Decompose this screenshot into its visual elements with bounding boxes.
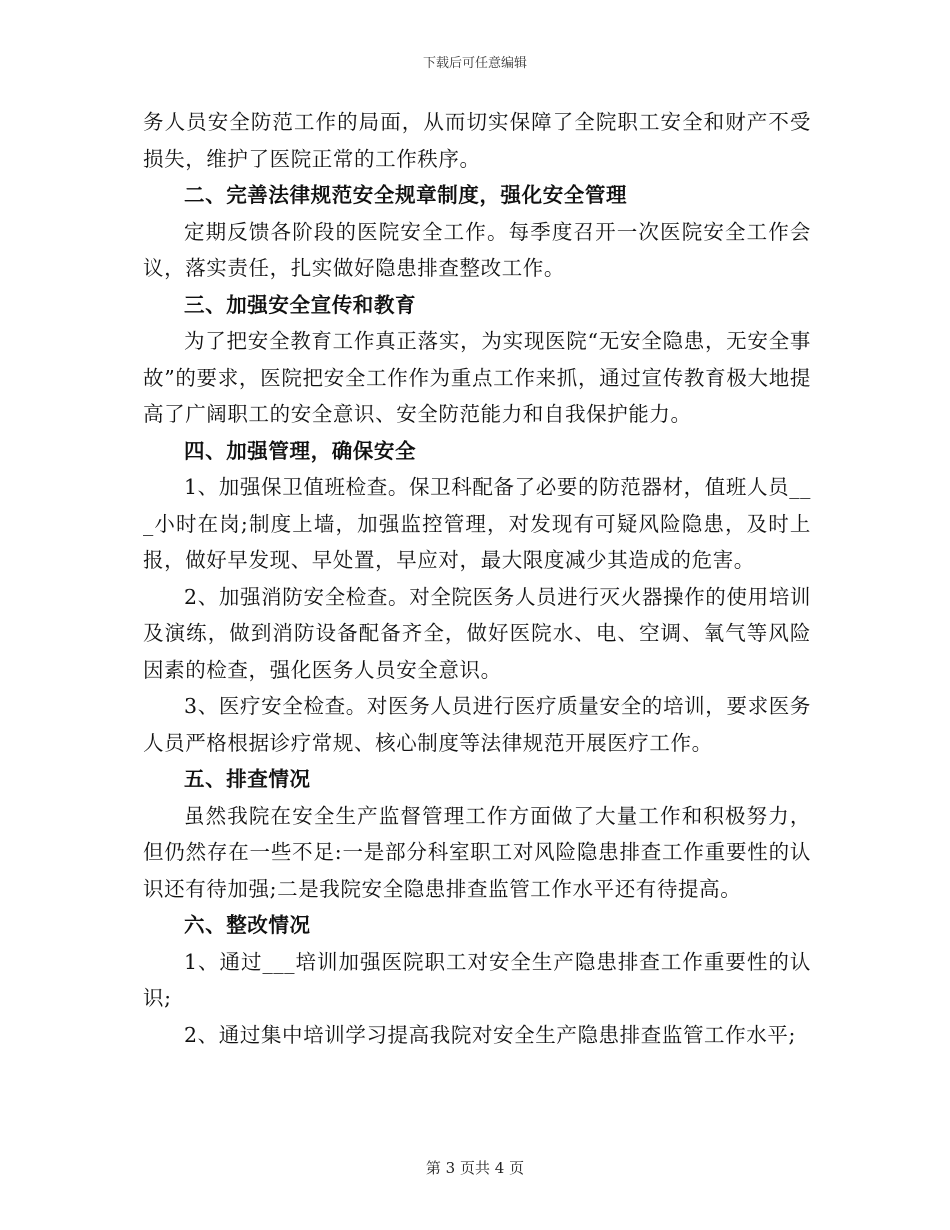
page-footer: 第 3 页共 4 页 bbox=[425, 1159, 525, 1177]
body-paragraph: 2、加强消防安全检查。对全院医务人员进行灭火器操作的使用培训及演练，做到消防设备配备齐全，做好医院水、电、空调、氧气等风险因素的检查，强化医务人员安全意识。 bbox=[143, 584, 811, 682]
body-paragraph: 1、加强保卫值班检查。保卫科配备了必要的防范器材，值班人员___小时在岗;制度上墙，加强监控管理，对发现有可疑风险隐患，及时上报，做好早发现、早处置，早应对，最大限度减少其造成的危害。 bbox=[143, 475, 811, 572]
section-heading: 四、加强管理，确保安全 bbox=[184, 438, 417, 463]
section-heading: 三、加强安全宣传和教育 bbox=[184, 292, 417, 317]
body-paragraph: 为了把安全教育工作真正落实，为实现医院“无安全隐患，无安全事故”的要求，医院把安全工作作为重点工作来抓，通过宣传教育极大地提高了广阔职工的安全意识、安全防范能力和自我保护能力。 bbox=[143, 329, 811, 426]
section-heading: 二、完善法律规范安全规章制度，强化安全管理 bbox=[184, 183, 628, 207]
body-paragraph: 2、通过集中培训学习提高我院对安全生产隐患排查监管工作水平; bbox=[184, 1022, 796, 1047]
page-header: 下载后可任意编辑 bbox=[422, 56, 527, 71]
body-paragraph: 务人员安全防范工作的局面，从而切实保障了全院职工安全和财产不受损失，维护了医院正常的工作秩序。 bbox=[143, 110, 811, 171]
body-paragraph: 3、医疗安全检查。对医务人员进行医疗质量安全的培训，要求医务人员严格根据诊疗常规、核心制度等法律规范开展医疗工作。 bbox=[143, 694, 811, 755]
section-heading: 五、排查情况 bbox=[184, 767, 311, 791]
body-paragraph: 虽然我院在安全生产监督管理工作方面做了大量工作和积极努力，但仍然存在一些不足:一是部分科室职工对风险隐患排查工作重要性的认识还有待加强;二是我院安全隐患排查监管工作水平还有待提高。 bbox=[143, 803, 811, 901]
section-heading: 六、整改情况 bbox=[184, 913, 311, 937]
document-body bbox=[143, 104, 811, 1053]
body-paragraph: 1、通过___培训加强医院职工对安全生产隐患排查工作重要性的认识; bbox=[143, 949, 811, 1010]
body-paragraph: 定期反馈各阶段的医院安全工作。每季度召开一次医院安全工作会议，落实责任，扎实做好隐患排查整改工作。 bbox=[143, 219, 811, 280]
